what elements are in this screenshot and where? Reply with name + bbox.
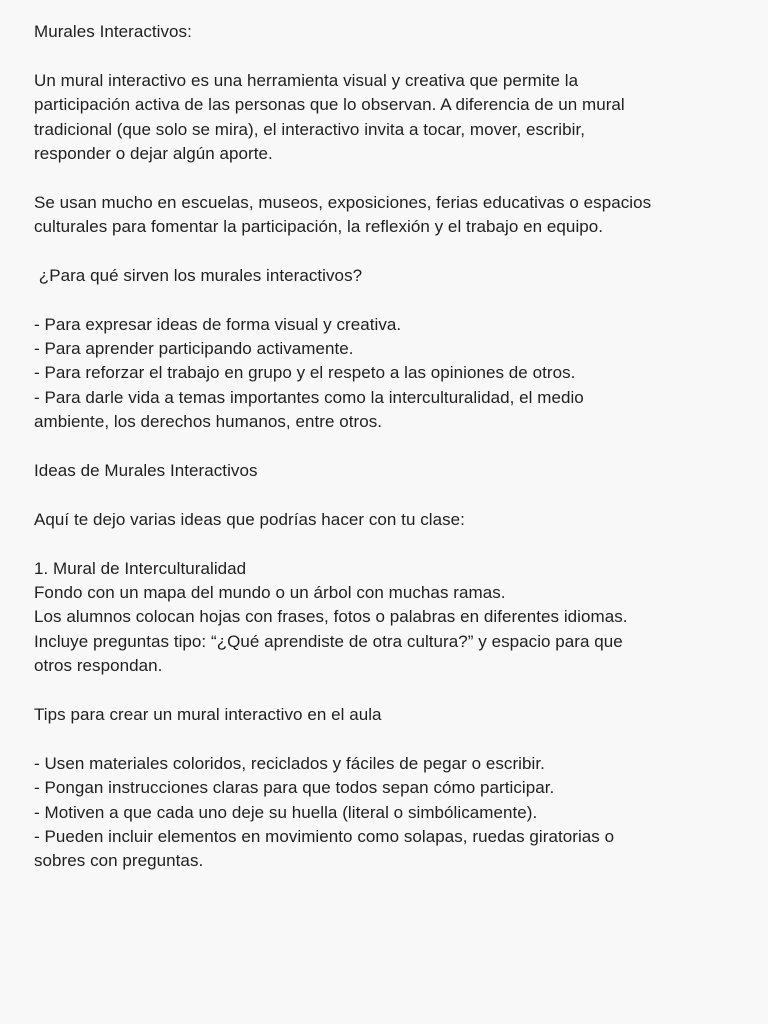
- ideas-intro: Aquí te dejo varias ideas que podrías hacer con tu clase:: [34, 509, 465, 529]
- usage-paragraph: [34, 191, 738, 240]
- spacer: [34, 166, 738, 190]
- intro-paragraph: [34, 69, 738, 167]
- idea-1-line: Los alumnos colocan hojas con frases, fotos o palabras en diferentes idiomas.: [34, 607, 628, 627]
- spacer: [34, 483, 738, 507]
- usage-line: culturales para fomentar la participación, la reflexión y el trabajo en equipo.: [34, 217, 604, 237]
- intro-line: participación activa de las personas que lo observan. A diferencia de un mural: [34, 95, 625, 115]
- intro-line: responder o dejar algún aporte.: [34, 143, 273, 163]
- idea-1-block: [34, 557, 738, 679]
- idea-1-title: 1. Mural de Interculturalidad: [34, 558, 247, 578]
- ideas-heading: Ideas de Murales Interactivos: [34, 461, 258, 481]
- spacer: [34, 532, 738, 556]
- spacer: [34, 288, 738, 312]
- list-item: - Para expresar ideas de forma visual y creativa.: [34, 314, 402, 334]
- list-item: - Para darle vida a temas importantes como la interculturalidad, el medio: [34, 387, 584, 407]
- tips-list: [34, 752, 738, 874]
- document-title: Murales Interactivos:: [34, 22, 192, 41]
- spacer: [34, 240, 738, 264]
- intro-line: tradicional (que solo se mira), el interactivo invita a tocar, mover, escribir,: [34, 119, 586, 139]
- tips-heading: Tips para crear un mural interactivo en el aula: [34, 704, 382, 724]
- spacer: [34, 435, 738, 459]
- spacer: [34, 679, 738, 703]
- list-item: - Para reforzar el trabajo en grupo y el respeto a las opiniones de otros.: [34, 363, 576, 383]
- spacer: [34, 727, 738, 751]
- list-item: - Motiven a que cada uno deje su huella (literal o simbólicamente).: [34, 802, 538, 822]
- list-item-continuation: sobres con preguntas.: [34, 851, 204, 871]
- spacer: [34, 44, 738, 68]
- idea-1-line: otros respondan.: [34, 656, 163, 676]
- idea-1-line: Incluye preguntas tipo: “¿Qué aprendiste de otra cultura?” y espacio para que: [34, 631, 623, 651]
- list-item: - Para aprender participando activamente.: [34, 339, 354, 359]
- purpose-heading: ¿Para qué sirven los murales interactivos?: [34, 265, 363, 285]
- list-item-continuation: ambiente, los derechos humanos, entre otros.: [34, 412, 383, 432]
- idea-1-line: Fondo con un mapa del mundo o un árbol con muchas ramas.: [34, 582, 506, 602]
- purpose-list: [34, 313, 738, 435]
- list-item: - Pongan instrucciones claras para que todos sepan cómo participar.: [34, 778, 555, 798]
- intro-line: Un mural interactivo es una herramienta visual y creativa que permite la: [34, 70, 579, 90]
- usage-line: Se usan mucho en escuelas, museos, exposiciones, ferias educativas o espacios: [34, 192, 652, 212]
- list-item: - Usen materiales coloridos, reciclados y fáciles de pegar o escribir.: [34, 753, 545, 773]
- list-item: - Pueden incluir elementos en movimiento como solapas, ruedas giratorias o: [34, 826, 615, 846]
